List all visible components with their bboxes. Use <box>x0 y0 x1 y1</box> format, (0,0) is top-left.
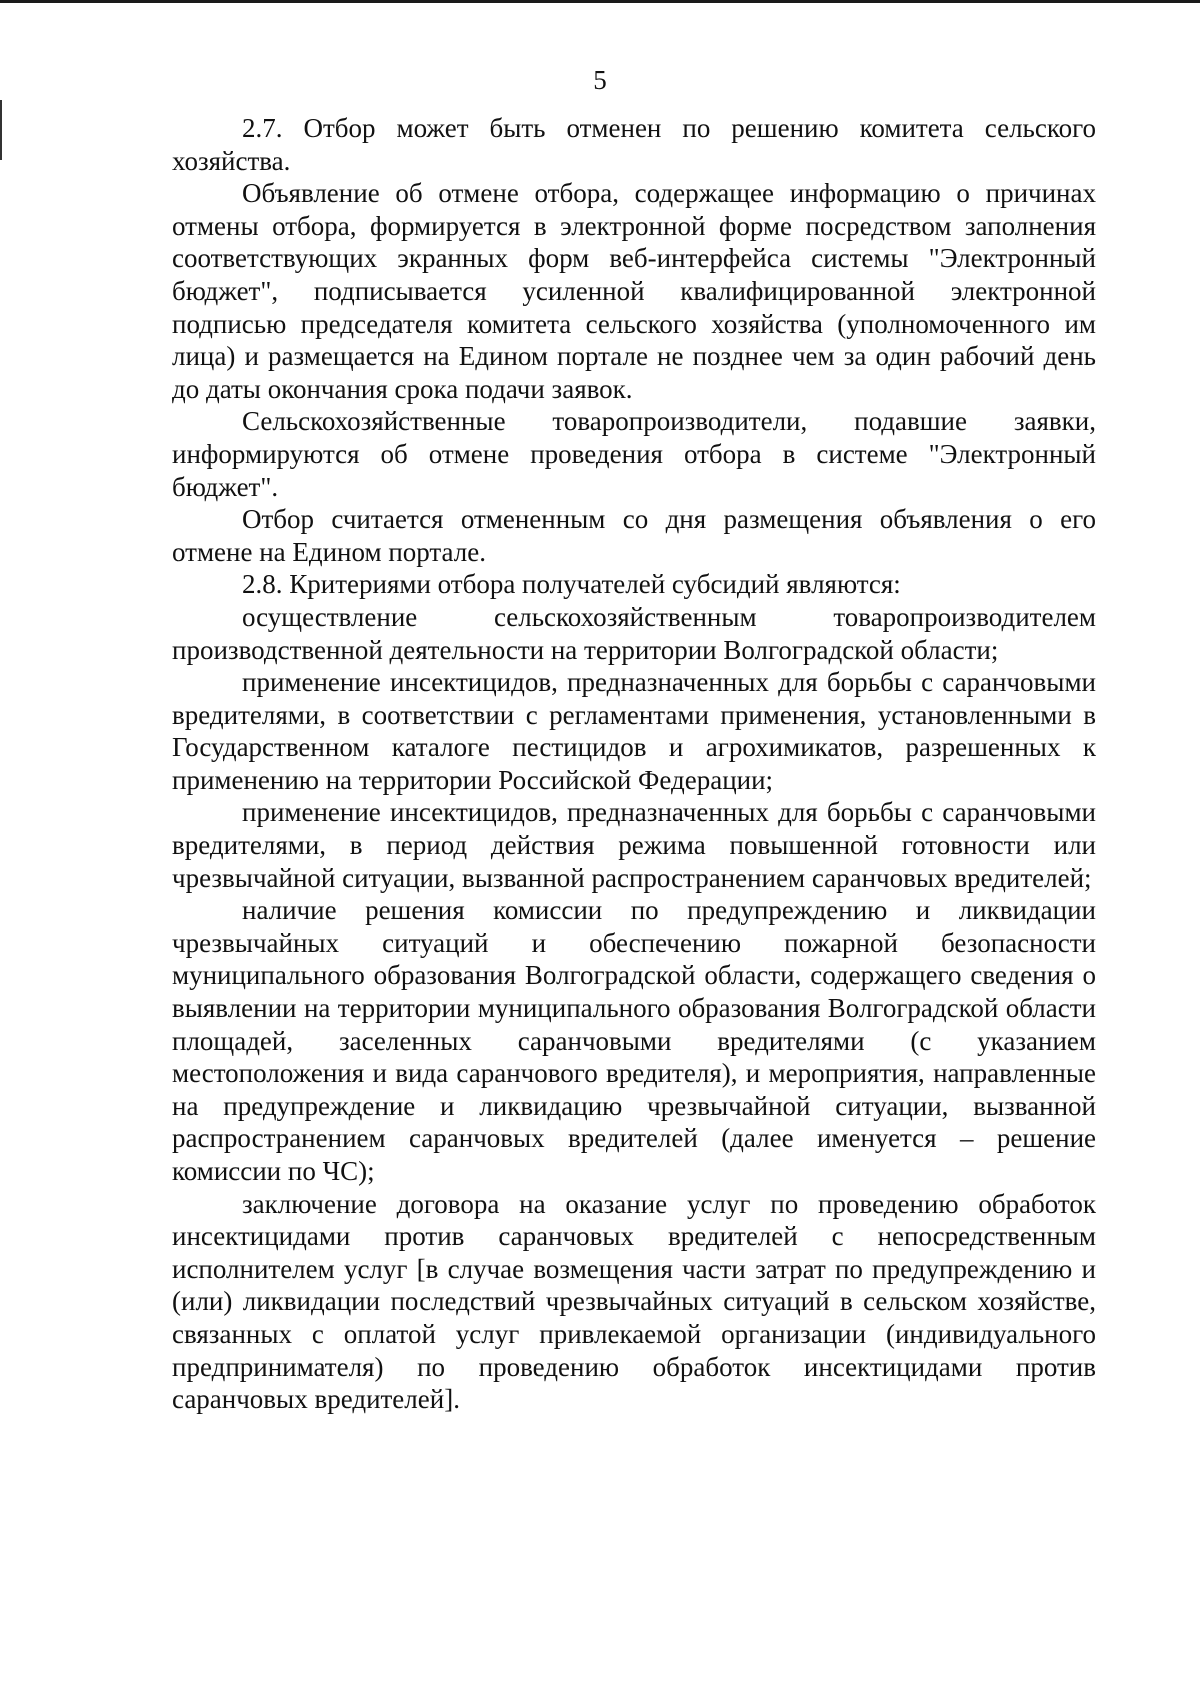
paragraph-producers-informed: Сельскохозяйственные товаропроизводители, подавшие заявки, информируются об отмене проведения отбора в системе "Электронный бюджет". <box>172 406 1096 502</box>
paragraph-cancellation-notice: Объявление об отмене отбора, содержащее информацию о причинах отмены отбора, формируется в электронной форме посредством заполнения соответствующих экранных форм веб-интерфейса системы "Электронный бюджет", подписывается усиленной квалифицированной электронной подписью председателя комитета сельского хозяйства (уполномоченного им лица) и размещается на Едином портале не позднее чем за один рабочий день до даты окончания срока подачи заявок. <box>172 178 1096 404</box>
scan-edge-top <box>0 0 1200 3</box>
criterion-emergency-period: применение инсектицидов, предназначенных для борьбы с саранчовыми вредителями, в период действия режима повышенной готовности или чрезвычайной ситуации, вызванной распространением саранчовых вредителей; <box>172 797 1096 893</box>
document-body <box>172 112 1096 1416</box>
criterion-commission-decision: наличие решения комиссии по предупреждению и ликвидации чрезвычайных ситуаций и обеспечению пожарной безопасности муниципального образования Волгоградской области, содержащего сведения о выявлении на территории муниципального образования Волгоградской области площадей, заселенных саранчовыми вредителями (с указанием местоположения и вида саранчового вредителя), и мероприятия, направленные на предупреждение и ликвидацию чрезвычайной ситуации, вызванной распространением саранчовых вредителей (далее именуется – решение комиссии по ЧС); <box>172 895 1096 1186</box>
paragraph-2-7: 2.7. Отбор может быть отменен по решению комитета сельского хозяйства. <box>172 113 1096 176</box>
scan-edge-left <box>0 100 2 160</box>
criterion-production-activity: осуществление сельскохозяйственным товаропроизводителем производственной деятельности на территории Волгоградской области; <box>172 601 1096 665</box>
criterion-insecticide-regulations: применение инсектицидов, предназначенных для борьбы с саранчовыми вредителями, в соответствии с регламентами применения, установленными в Государственном каталоге пестицидов и агрохимикатов, разрешенных к применению на территории Российской Федерации; <box>172 667 1096 795</box>
criterion-service-contract: заключение договора на оказание услуг по проведению обработок инсектицидами против саранчовых вредителей с непосредственным исполнителем услуг [в случае возмещения части затрат по предупреждению и (или) ликвидации последствий чрезвычайных ситуаций в сельском хозяйстве, связанных с оплатой услуг привлекаемой организации (индивидуального предпринимателя) по проведению обработок инсектицидами против саранчовых вредителей]. <box>172 1188 1096 1415</box>
page-number: 5 <box>593 65 607 95</box>
paragraph-2-8: 2.8. Критериями отбора получателей субсидий являются: <box>242 569 901 600</box>
paragraph-selection-cancelled: Отбор считается отмененным со дня размещения объявления о его отмене на Едином портале. <box>172 504 1096 567</box>
